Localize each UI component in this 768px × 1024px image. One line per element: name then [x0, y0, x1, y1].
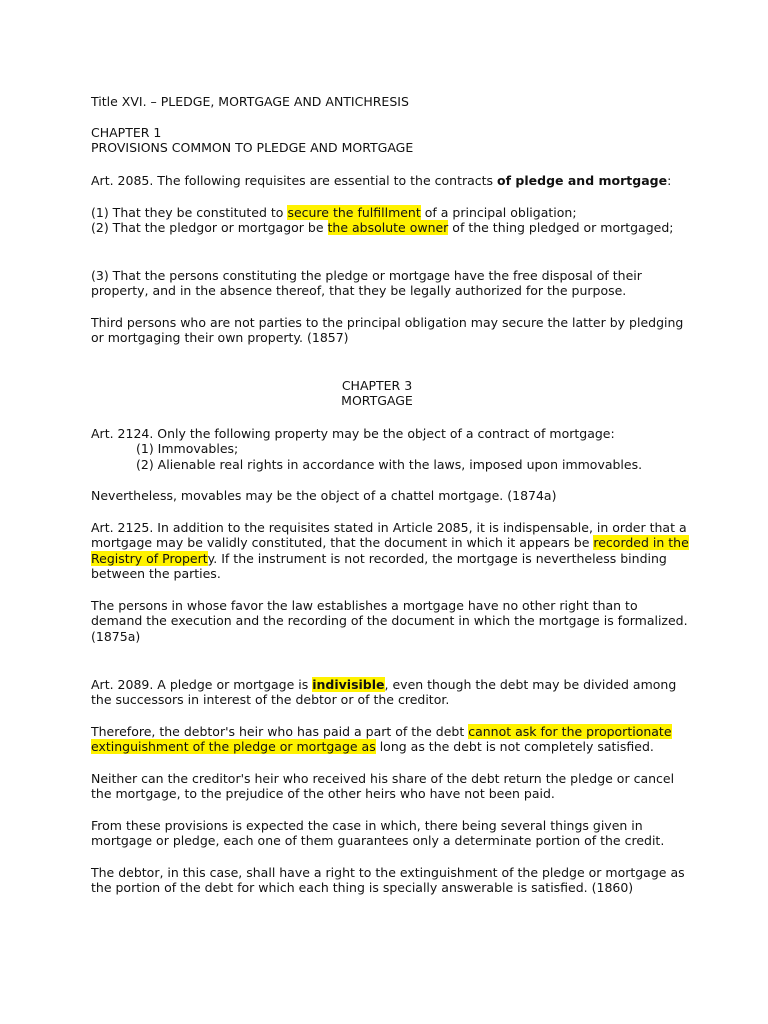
art-2089-text: Art. 2089. A pledge or mortgage is	[91, 677, 313, 692]
art-2089-creditor-heir: Neither can the creditor's heir who received his share of the debt return the pledge or cancel the mortgage, to the prejudice of the other heirs who have not been paid.	[91, 771, 675, 802]
art-2085-item-2	[91, 220, 691, 235]
item-1-text: (1) That they be constituted to	[91, 205, 288, 220]
chapter-1-label: CHAPTER 1	[91, 125, 162, 140]
art-2085-item-3: (3) That the persons constituting the pledge or mortgage have the free disposal of their property, and in the absence thereof, that they be legally authorized for the purpose.	[91, 268, 642, 299]
art-2089-extinguishment: The debtor, in this case, shall have a right to the extinguishment of the pledge or mortgage as the portion of the debt for which each thing is specially answerable is satisfied. (1860)	[91, 865, 685, 896]
art-2085-bold-text: of pledge and mortgage	[497, 173, 668, 188]
art-2089	[91, 677, 691, 708]
highlight-absolute-owner: the absolute owner	[327, 220, 449, 236]
art-2125-persons: The persons in whose favor the law establishes a mortgage have no other right than to demand the execution and the recording of the document in which the mortgage is formalized. (1875a)	[91, 598, 688, 644]
art-2124-item-1: (1) Immovables;	[136, 441, 239, 457]
art-2125	[91, 520, 691, 582]
art-2089-debtor-heir	[91, 724, 691, 755]
art-2124-item-2: (2) Alienable real rights in accordance with the laws, imposed upon immovables.	[136, 456, 643, 472]
chapter-1-name: PROVISIONS COMMON TO PLEDGE AND MORTGAGE	[91, 140, 414, 156]
art-2125-text-end: y. If the instrument is not recorded, the mortgage is nevertheless binding between the parties.	[91, 550, 667, 582]
art-2124	[91, 426, 691, 472]
art-2089-text-end: , even though the debt may be divided among the successors in interest of the debtor or of the creditor.	[91, 677, 677, 708]
item-1-text-end: of a principal obligation;	[420, 205, 577, 220]
art-2124-chattel: Nevertheless, movables may be the object of a chattel mortgage. (1874a)	[91, 488, 557, 503]
highlight-registry-of-property: recorded in the Registry of Propert	[91, 535, 689, 566]
art-2089-several-things: From these provisions is expected the case in which, there being several things given in mortgage or pledge, each one of them guarantees only a determinate portion of the credit.	[91, 818, 665, 849]
item-2-text: (2) That the pledgor or mortgagor be	[91, 220, 328, 236]
art-2085-intro-text: Art. 2085. The following requisites are essential to the contracts	[91, 173, 498, 188]
highlight-proportionate-extinguishment: cannot ask for the proportionate extinguishment of the pledge or mortgage as	[91, 724, 672, 755]
chapter-3-heading	[77, 378, 677, 409]
item-2-text-end: of the thing pledged or mortgaged;	[448, 220, 674, 236]
art-2085-items-1-2	[91, 205, 691, 236]
art-2085-intro-end: :	[667, 173, 672, 188]
chapter-3-name: MORTGAGE	[341, 393, 413, 409]
art-2085-intro	[91, 173, 691, 188]
art-2085-item-1	[91, 205, 691, 220]
chapter-3-label: CHAPTER 3	[341, 378, 413, 393]
art-2124-intro: Art. 2124. Only the following property may be the object of a contract of mortgage:	[91, 426, 615, 441]
art-2085-third-persons: Third persons who are not parties to the principal obligation may secure the latter by pledging or mortgaging their own property. (1857)	[91, 315, 684, 346]
highlight-secure-fulfillment: secure the fulfillment	[287, 205, 421, 220]
art-2125-text: Art. 2125. In addition to the requisites stated in Article 2085, it is indispensable, in order that a mortgage may be validly constituted, that the document in which it appears be	[91, 520, 687, 551]
document-title: Title XVI. – PLEDGE, MORTGAGE AND ANTICHRESIS	[91, 94, 409, 109]
chapter-1-heading	[91, 125, 691, 156]
debtor-heir-text-end: long as the debt is not completely satisfied.	[375, 739, 654, 755]
debtor-heir-text: Therefore, the debtor's heir who has paid a part of the debt	[91, 724, 469, 739]
highlight-indivisible: indivisible	[312, 677, 385, 692]
